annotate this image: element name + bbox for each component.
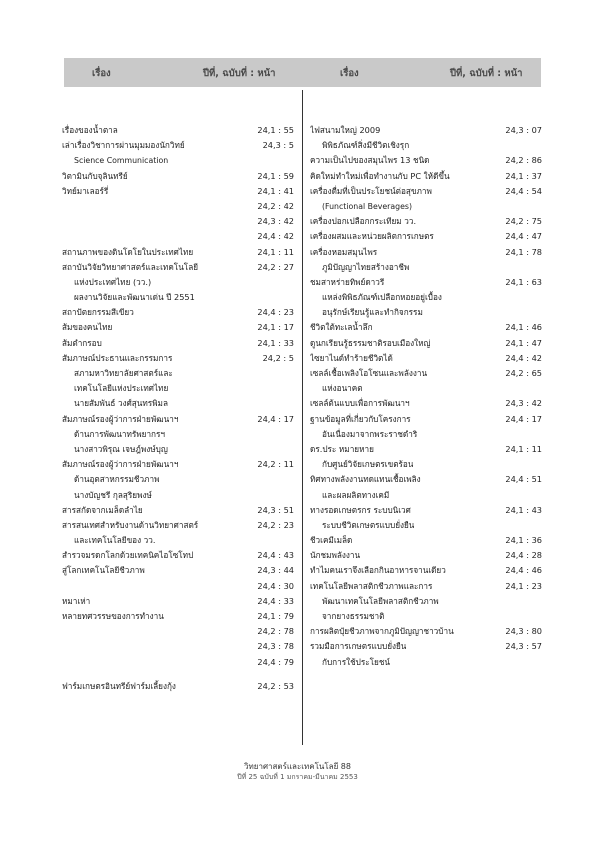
entry-ref: 24,1 : 47 [505, 337, 542, 348]
left-title-header: เรื่อง [92, 68, 111, 79]
entry-title: สัมภาษณ์ประธานและกรรมการ [62, 352, 173, 363]
entry-title: ฟาร์มเกษตรอินทรีย์ฟาร์มเลี้ยงกุ้ง [62, 680, 176, 691]
entry-ref: 24,1 : 63 [505, 276, 542, 287]
entry-title: วิทย์มาเลอร์รี่ [62, 185, 109, 196]
entry-title: เทคโนโลยีพลาสติกชีวภาพและการ [310, 580, 433, 591]
right-ref-header: ปีที่, ฉบับที่ : หน้า [450, 68, 523, 79]
entry-ref: 24,2 : 5 [262, 352, 294, 363]
index-entry [310, 579, 542, 594]
index-entry [62, 245, 294, 260]
index-entry [62, 518, 294, 533]
entry-ref: 24,4 : 42 [505, 352, 542, 363]
entry-ref: 24,3 : 5 [262, 140, 294, 151]
entry-ref: 24,1 : 46 [505, 322, 542, 333]
index-entry [62, 655, 294, 670]
left-ref-header: ปีที่, ฉบับที่ : หน้า [203, 68, 276, 79]
index-entry [310, 594, 542, 609]
entry-ref: 24,4 : 79 [257, 656, 294, 667]
index-entry [62, 184, 294, 199]
index-entry [62, 594, 294, 609]
entry-title: ชมสาหร่ายทิพย์ดาวรี [310, 276, 385, 287]
entry-ref: 24,3 : 51 [257, 504, 294, 515]
index-entry [62, 275, 294, 290]
entry-title: ระบบชีวิตเกษตรแบบยั่งยืน [322, 519, 415, 530]
entry-ref: 24,3 : 42 [257, 216, 294, 227]
entry-title: หลายทศวรรษของการทำงาน [62, 611, 164, 621]
entry-ref: 24,1 : 41 [257, 185, 294, 196]
index-entry [62, 503, 294, 518]
index-entry [310, 153, 542, 168]
entry-ref: 24,1 : 78 [505, 246, 542, 257]
index-entry [310, 138, 542, 153]
index-entry [62, 624, 294, 639]
right-title-header: เรื่อง [340, 68, 359, 79]
left-index-column [62, 114, 294, 694]
entry-title: ชีวเคมีเมล็ด [310, 535, 353, 546]
index-entry [310, 275, 542, 290]
index-entry [62, 609, 294, 624]
entry-title: (Functional Beverages) [322, 201, 413, 211]
entry-ref: 24,3 : 42 [505, 398, 542, 409]
entry-title: กับศูนย์วิจัยเกษตรเขตร้อน [322, 459, 414, 470]
entry-ref: 24,2 : 27 [257, 261, 294, 272]
entry-ref: 24,1 : 37 [505, 170, 542, 181]
entry-ref: 24,4 : 51 [505, 474, 542, 485]
index-entry [62, 229, 294, 244]
index-entry [310, 655, 542, 670]
entry-title: ด้านการพัฒนาทรัพยากรฯ [74, 428, 165, 439]
index-entry [62, 305, 294, 320]
index-entry [310, 245, 542, 260]
entry-title: เล่าเรื่องวิชาการผ่านมุมมองนักวิทย์ [62, 140, 185, 151]
footer-journal: วิทยาศาสตร์และเทคโนโลยี 88 [244, 762, 351, 771]
entry-title: สถาปัตยกรรมสีเขียว [62, 307, 134, 318]
index-entry [62, 533, 294, 548]
entry-ref: 24,4 : 28 [505, 550, 542, 561]
index-entry [62, 123, 294, 138]
index-entry [310, 624, 542, 639]
entry-title: สัมภาษณ์รองผู้ว่าการฝ่ายพัฒนาฯ [62, 413, 179, 424]
entry-title: ทางรอดเกษตรกร ระบบนิเวศ [310, 504, 411, 515]
entry-title: Science Communication [74, 156, 169, 166]
entry-title: เครื่องผสมและหน่วยผลิตการเกษตร [310, 231, 434, 242]
entry-title: เครื่องหอมสมุนไพร [310, 246, 378, 257]
entry-ref: 24,1 : 55 [257, 125, 294, 135]
entry-title: ไซยาไนด์ทำร้ายชีวิตได้ [310, 352, 393, 363]
index-entry [62, 579, 294, 594]
right-index-column [310, 114, 542, 670]
entry-title: แห่งประเทศไทย (วว.) [74, 276, 152, 287]
entry-title: กับการใช้ประโยชน์ [322, 656, 391, 667]
entry-title: นางสาวพิรุณ เจษฎ์พงษ์บุญ [74, 443, 168, 454]
entry-ref: 24,3 : 78 [257, 641, 294, 652]
index-entry [62, 427, 294, 442]
entry-title: ไฟสนามใหญ่ 2009 [310, 125, 381, 135]
entry-title: สู่โลกเทคโนโลยีชีวภาพ [62, 565, 145, 576]
entry-ref: 24,4 : 23 [257, 307, 294, 318]
index-entry [310, 199, 542, 214]
entry-title: การผลิตปุ๋ยชีวภาพจากภูมิปัญญาชาวบ้าน [310, 626, 454, 637]
entry-ref: 24,4 : 17 [505, 413, 542, 424]
entry-title: พัฒนาเทคโนโลยีพลาสติกชีวภาพ [322, 595, 439, 606]
index-entry [310, 184, 542, 199]
entry-title: ผลงานวิจัยและพัฒนาเด่น ปี 2551 [74, 292, 195, 303]
entry-title: เครื่องดื่มที่เป็นประโยชน์ต่อสุขภาพ [310, 185, 432, 196]
index-entry [310, 320, 542, 335]
entry-ref: 24,1 : 11 [505, 443, 542, 454]
entry-title: นายสัมพันธ์ วงศ์สุนทรพิมล [74, 398, 168, 409]
entry-ref: 24,1 : 79 [257, 611, 294, 621]
entry-ref: 24,4 : 47 [505, 231, 542, 242]
entry-ref: 24,2 : 86 [505, 155, 542, 166]
index-entry [310, 336, 542, 351]
entry-ref: 24,3 : 80 [505, 626, 542, 637]
entry-ref: 24,2 : 23 [257, 519, 294, 530]
entry-title: สารสนเทศสำหรับงานด้านวิทยาศาสตร์ [62, 519, 199, 530]
entry-title: วิตามินกับจุลินทรีย์ [62, 170, 128, 181]
entry-title: สำรวจมรดกโลกด้วยเทคนิคไอโซโทป [62, 550, 194, 561]
index-entry [310, 563, 542, 578]
entry-title: จากยางธรรมชาติ [322, 611, 385, 621]
entry-ref: 24,2 : 53 [257, 680, 294, 691]
index-entry [310, 169, 542, 184]
entry-ref: 24,1 : 23 [505, 580, 542, 591]
entry-ref: 24,1 : 17 [257, 322, 294, 333]
entry-title: ด้านอุตสาหกรรมชีวภาพ [74, 474, 160, 485]
entry-title: ทำไมคนเราจึงเลือกกินอาหารจานเดียว [310, 565, 446, 576]
entry-title: สัมภาษณ์รองผู้ว่าการฝ่ายพัฒนาฯ [62, 459, 179, 470]
entry-title: ชีวิตใต้ทะเลน้ำลึก [310, 322, 373, 333]
index-entry [310, 548, 542, 563]
entry-ref: 24,4 : 54 [505, 185, 542, 196]
entry-title: และเทคโนโลยีของ วว. [74, 535, 156, 546]
index-entry [310, 351, 542, 366]
index-entry [310, 427, 542, 442]
entry-ref: 24,1 : 43 [505, 504, 542, 515]
entry-ref: 24,4 : 30 [257, 580, 294, 591]
entry-ref: 24,4 : 43 [257, 550, 294, 561]
entry-title: รวมมือการเกษตรแบบยั่งยืน [310, 641, 407, 652]
entry-title: ดูนกเรียนรู้ธรรมชาติรอบเมืองใหญ่ [310, 337, 431, 348]
entry-title: สถานภาพของดินโดโยในประเทศไทย [62, 246, 194, 257]
entry-title: ความเป็นไปของสมุนไพร 13 ชนิด [310, 155, 430, 166]
entry-ref: 24,3 : 44 [257, 565, 294, 576]
entry-ref: 24,3 : 07 [505, 125, 542, 135]
index-entry [310, 381, 542, 396]
index-entry [62, 381, 294, 396]
entry-ref: 24,4 : 17 [257, 413, 294, 424]
index-entry [62, 563, 294, 578]
entry-ref: 24,4 : 42 [257, 231, 294, 242]
index-entry [62, 488, 294, 503]
index-entry [310, 305, 542, 320]
footer-issue: ปีที่ 25 ฉบับที่ 1 มกราคม-มีนาคม 2553 [237, 773, 358, 781]
index-entry [310, 609, 542, 624]
entry-title: สถาบันวิจัยวิทยาศาสตร์และเทคโนโลยี [62, 261, 199, 272]
entry-title: ทิศทางพลังงานทดแทนเชื้อเพลิง [310, 474, 421, 485]
entry-title: เครื่องปอกเปลือกกระเทียม วว. [310, 216, 417, 227]
index-entry [310, 503, 542, 518]
column-divider [302, 90, 303, 745]
entry-title: ดร.ประ หมายหาย [310, 443, 374, 454]
index-entry [310, 396, 542, 411]
entry-title: เซลล์ต้นแบบเพื่อการพัฒนาฯ [310, 398, 410, 409]
entry-title: ส้มตำกรอบ [62, 337, 102, 348]
entry-title: ภูมิปัญญาไทยสร้างอาชีพ [322, 261, 410, 272]
entry-title: อนุรักษ์เรียนรู้และทำกิจกรรม [322, 307, 423, 318]
index-entry [310, 114, 542, 123]
entry-ref: 24,4 : 33 [257, 595, 294, 606]
index-entry [62, 336, 294, 351]
index-entry [62, 670, 294, 679]
index-entry [62, 366, 294, 381]
entry-ref: 24,1 : 11 [257, 246, 294, 257]
index-entry [62, 199, 294, 214]
entry-title: ส้มของคนไทย [62, 322, 113, 333]
entry-ref: 24,1 : 33 [257, 337, 294, 348]
index-entry [62, 679, 294, 694]
index-entry [62, 472, 294, 487]
index-entry [62, 260, 294, 275]
index-entry [62, 114, 294, 123]
entry-title: นักชมพลังงาน [310, 550, 361, 561]
index-entry [62, 457, 294, 472]
entry-ref: 24,2 : 75 [505, 216, 542, 227]
index-entry [62, 442, 294, 457]
entry-title: แหล่งพิพิธภัณฑ์เปลือกหอยอยู่เบื้อง [322, 292, 442, 303]
index-entry [62, 290, 294, 305]
entry-ref: 24,3 : 57 [505, 641, 542, 652]
index-entry [62, 548, 294, 563]
index-entry [310, 533, 542, 548]
entry-ref: 24,2 : 42 [257, 200, 294, 211]
index-entry [62, 412, 294, 427]
index-entry [62, 396, 294, 411]
index-entry [310, 229, 542, 244]
index-entry [310, 442, 542, 457]
index-entry [62, 153, 294, 168]
entry-title: สารสกัดจากเมล็ดลำไย [62, 504, 143, 515]
entry-title: เรื่องของน้ำตาล [62, 125, 118, 135]
entry-ref: 24,2 : 78 [257, 626, 294, 637]
index-entry [310, 290, 542, 305]
entry-title: หมาเห่า [62, 595, 91, 606]
entry-title: แห่งอนาคต [322, 383, 363, 394]
index-entry [62, 214, 294, 229]
entry-title: เซลล์เชื้อเพลิงโอโซนและพลังงาน [310, 368, 428, 378]
entry-ref: 24,1 : 59 [257, 170, 294, 181]
index-entry [310, 366, 542, 381]
entry-title: คิดใหม่ทำใหม่เพื่อทำงานกับ PC ให้ดีขึ้น [310, 170, 450, 181]
entry-title: สภามหาวิทยาลัยศาสตร์และ [74, 368, 173, 378]
index-entry [62, 169, 294, 184]
entry-title: เทคโนโลยีแห่งประเทศไทย [74, 383, 169, 394]
entry-title: ฐานข้อมูลที่เกี่ยวกับโครงการ [310, 413, 411, 424]
index-entry [310, 214, 542, 229]
entry-title: นางบัญชรี กุลสุริยพงษ์ [74, 489, 152, 500]
index-entry [310, 639, 542, 654]
entry-ref: 24,1 : 36 [505, 535, 542, 546]
entry-ref: 24,2 : 65 [505, 368, 542, 378]
index-entry [310, 488, 542, 503]
index-entry [310, 123, 542, 138]
entry-title: พิพิธภัณฑ์สิ่งมีชีวิตเชิงรุก [322, 140, 410, 151]
entry-ref: 24,4 : 46 [505, 565, 542, 576]
index-entry [310, 412, 542, 427]
index-entry [310, 260, 542, 275]
entry-title: และผลผลิตทางเคมี [322, 489, 390, 500]
index-entry [310, 457, 542, 472]
entry-ref: 24,2 : 11 [257, 459, 294, 470]
index-entry [310, 472, 542, 487]
index-entry [62, 351, 294, 366]
entry-title: อันเนื่องมาจากพระราชดำริ [322, 428, 418, 439]
index-entry [62, 320, 294, 335]
index-entry [62, 639, 294, 654]
index-entry [62, 138, 294, 153]
index-entry [310, 518, 542, 533]
